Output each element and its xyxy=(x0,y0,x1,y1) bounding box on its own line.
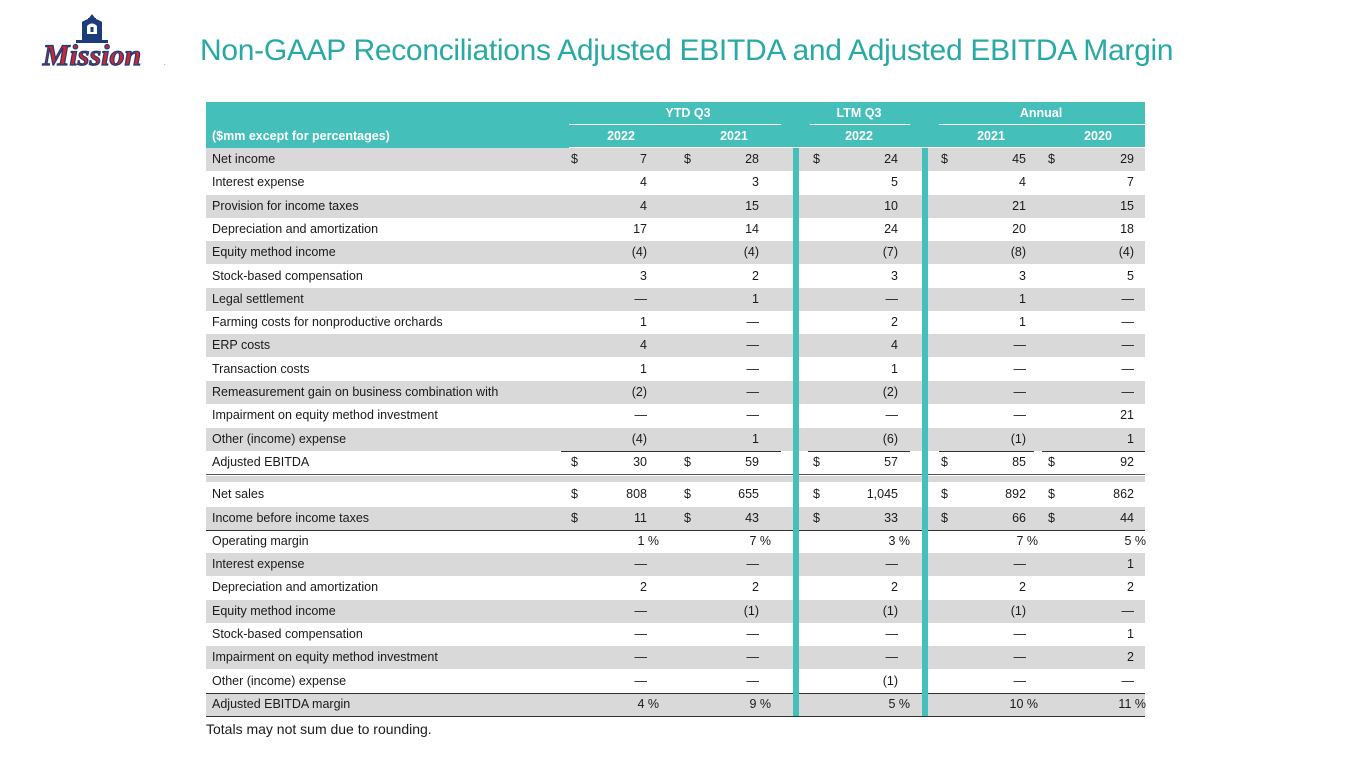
row-value: — xyxy=(746,673,759,688)
row-value: 2 xyxy=(640,580,647,595)
table-row xyxy=(206,381,1145,404)
row-value: — xyxy=(634,627,647,641)
table-row xyxy=(206,288,1145,311)
row-label: Depreciation and amortization xyxy=(212,221,379,236)
row-label: Income before income taxes xyxy=(212,510,370,525)
row-value: — xyxy=(634,673,647,688)
table-row xyxy=(206,670,1145,693)
row-value: 3 % xyxy=(888,533,910,548)
row-value: 1 xyxy=(752,431,759,446)
row-value: 24 xyxy=(884,152,898,166)
row-value: (8) xyxy=(1010,245,1026,260)
row-value: 1 xyxy=(891,361,898,376)
row-value: 892 xyxy=(1005,487,1026,502)
dollar-sign: $ xyxy=(1048,152,1055,166)
row-label: Transaction costs xyxy=(212,361,310,376)
row-label: Equity method income xyxy=(212,245,336,260)
unit-label: ($mm except for percentages) xyxy=(212,129,390,143)
table-row xyxy=(206,404,1145,427)
row-value: 4 % xyxy=(637,696,659,711)
table-row xyxy=(206,600,1145,623)
row-value: (1) xyxy=(882,603,898,618)
row-value: — xyxy=(746,557,759,572)
row-value: 1,045 xyxy=(866,487,898,502)
table-row xyxy=(206,218,1145,241)
row-value: — xyxy=(1121,673,1134,688)
dollar-sign: $ xyxy=(813,487,820,502)
row-value: — xyxy=(1121,291,1134,306)
dollar-sign: $ xyxy=(941,510,948,525)
row-label: Impairment on equity method investment xyxy=(212,408,438,423)
table-row xyxy=(206,148,1145,171)
row-value: 1 xyxy=(1127,431,1134,446)
row-value: — xyxy=(634,557,647,572)
row-value: 3 xyxy=(640,268,647,283)
svg-text:Mission: Mission xyxy=(42,39,142,72)
table-row xyxy=(206,507,1145,530)
table-row xyxy=(206,623,1145,646)
row-value: — xyxy=(634,291,647,306)
mission-logo xyxy=(16,12,168,72)
row-value: 1 xyxy=(1127,557,1134,572)
row-value: — xyxy=(1121,603,1134,618)
row-value: 11 % xyxy=(1118,696,1146,711)
dollar-sign: $ xyxy=(941,152,948,166)
row-label: Other (income) expense xyxy=(212,431,347,446)
row-label: ERP costs xyxy=(212,338,271,353)
row-value: (2) xyxy=(631,385,647,399)
table-row xyxy=(206,311,1145,334)
dollar-sign: $ xyxy=(571,510,578,525)
row-value: 14 xyxy=(745,221,759,236)
header-underline-annual xyxy=(939,124,1145,125)
row-value: 5 xyxy=(891,175,898,190)
row-value: 21 xyxy=(1120,408,1134,423)
row-value: 4 xyxy=(640,338,647,353)
row-value: 17 xyxy=(633,221,647,236)
row-value: 1 xyxy=(1127,627,1134,641)
row-value: 57 xyxy=(884,454,898,469)
row-value: 2 xyxy=(752,268,759,283)
table-row xyxy=(206,576,1145,599)
row-value: 11 xyxy=(634,510,647,525)
row-value: 4 xyxy=(1019,175,1026,190)
header-underline-ltm xyxy=(810,124,910,125)
row-value: — xyxy=(885,557,898,572)
row-value: — xyxy=(634,603,647,618)
bottom-rule xyxy=(206,716,1145,717)
row-value: 5 xyxy=(1127,268,1134,283)
row-value: 1 % xyxy=(637,533,659,548)
dollar-sign: $ xyxy=(1048,454,1055,469)
row-value: 7 xyxy=(1127,175,1134,190)
total-rule xyxy=(561,451,676,452)
table-row xyxy=(206,195,1145,218)
row-value: (1) xyxy=(743,603,759,618)
row-value: — xyxy=(1013,385,1026,399)
row-value: 2 xyxy=(891,580,898,595)
row-label: Impairment on equity method investment xyxy=(212,650,438,665)
row-label: Other (income) expense xyxy=(212,673,347,688)
table-row xyxy=(206,265,1145,288)
row-value: 33 xyxy=(884,510,898,525)
row-value: — xyxy=(634,650,647,665)
row-value: — xyxy=(1013,338,1026,353)
dollar-sign: $ xyxy=(813,152,820,166)
row-value: 66 xyxy=(1012,510,1026,525)
year-annual-2020: 2020 xyxy=(1084,129,1112,143)
year-annual-2021: 2021 xyxy=(977,129,1005,143)
dollar-sign: $ xyxy=(813,510,820,525)
row-value: — xyxy=(746,385,759,399)
row-value: 1 xyxy=(1019,315,1026,330)
row-value: 43 xyxy=(745,510,759,525)
row-value: 29 xyxy=(1120,152,1134,166)
table-row xyxy=(206,530,1145,553)
total-rule xyxy=(808,451,910,452)
row-value: 10 xyxy=(884,198,898,213)
row-value: — xyxy=(746,627,759,641)
row-value: 1 xyxy=(752,291,759,306)
year-ytd-2022: 2022 xyxy=(607,129,635,143)
row-label: Equity method income xyxy=(212,603,336,618)
row-value: 92 xyxy=(1120,454,1134,469)
row-value: 2 xyxy=(1127,580,1134,595)
row-value: — xyxy=(885,291,898,306)
row-value: 5 % xyxy=(1124,533,1146,548)
row-value: — xyxy=(746,361,759,376)
row-value: 59 xyxy=(745,454,759,469)
row-value: — xyxy=(1013,408,1026,423)
row-value: 3 xyxy=(891,268,898,283)
row-value: 45 xyxy=(1012,152,1026,166)
dollar-sign: $ xyxy=(684,487,691,502)
year-ytd-2021: 2021 xyxy=(720,129,748,143)
row-value: — xyxy=(746,650,759,665)
row-value: — xyxy=(1013,361,1026,376)
row-value: (7) xyxy=(882,245,898,260)
row-value: 3 xyxy=(752,175,759,190)
dollar-sign: $ xyxy=(1048,510,1055,525)
row-value: — xyxy=(1121,338,1134,353)
row-label: Interest expense xyxy=(212,175,305,190)
row-label: Net income xyxy=(212,152,276,166)
row-value: 30 xyxy=(633,454,647,469)
row-label: Legal settlement xyxy=(212,291,304,306)
row-label: Adjusted EBITDA margin xyxy=(212,696,351,711)
row-value: 21 xyxy=(1012,198,1026,213)
dollar-sign: $ xyxy=(571,487,578,502)
header-underline-ytd xyxy=(569,124,781,125)
table-row xyxy=(206,171,1145,194)
row-label: Depreciation and amortization xyxy=(212,580,379,595)
row-value: 18 xyxy=(1120,221,1134,236)
row-value: 4 xyxy=(640,198,647,213)
dollar-sign: $ xyxy=(684,454,691,469)
row-value: 2 xyxy=(1019,580,1026,595)
row-value: 2 xyxy=(752,580,759,595)
row-value: — xyxy=(1013,627,1026,641)
row-value: — xyxy=(1013,673,1026,688)
row-value: (1) xyxy=(882,673,898,688)
row-value: — xyxy=(885,408,898,423)
row-value: (4) xyxy=(743,245,759,260)
table-header xyxy=(206,102,1145,148)
row-label: Stock-based compensation xyxy=(212,268,363,283)
table-row xyxy=(206,451,1145,474)
group-annual: Annual xyxy=(1019,106,1063,120)
dollar-sign: $ xyxy=(1048,487,1055,502)
row-value: — xyxy=(746,338,759,353)
row-value: (1) xyxy=(1010,603,1026,618)
row-value: — xyxy=(1013,650,1026,665)
row-value: — xyxy=(746,315,759,330)
row-value: — xyxy=(1121,385,1134,399)
group-ltm-q3: LTM Q3 xyxy=(836,106,882,120)
dollar-sign: $ xyxy=(684,510,691,525)
row-value: 15 xyxy=(1120,198,1134,213)
table-row xyxy=(206,428,1145,451)
total-rule xyxy=(206,693,1145,694)
row-value: 2 xyxy=(891,315,898,330)
row-value: 1 xyxy=(640,361,647,376)
footnote: Totals may not sum due to rounding. xyxy=(206,721,432,737)
row-value: — xyxy=(634,408,647,423)
svg-text:.: . xyxy=(164,61,166,67)
row-value: 44 xyxy=(1120,510,1134,525)
column-separator xyxy=(922,148,928,716)
row-label: Stock-based compensation xyxy=(212,627,363,641)
row-value: 7 xyxy=(640,152,647,166)
row-value: 1 xyxy=(1019,291,1026,306)
table-row xyxy=(206,646,1145,669)
row-value: 28 xyxy=(745,152,759,166)
row-value: 4 xyxy=(640,175,647,190)
section-divider xyxy=(206,474,1145,475)
total-rule xyxy=(676,451,781,452)
row-value: 2 xyxy=(1127,650,1134,665)
row-value: (1) xyxy=(1010,431,1026,446)
page-title: Non-GAAP Reconciliations Adjusted EBITDA and Adjusted EBITDA Margin xyxy=(200,34,1174,67)
dollar-sign: $ xyxy=(941,454,948,469)
row-value: 15 xyxy=(745,198,759,213)
row-value: (4) xyxy=(631,431,647,446)
row-label: Adjusted EBITDA xyxy=(212,454,310,469)
row-value: (4) xyxy=(631,245,647,260)
dollar-sign: $ xyxy=(571,454,578,469)
row-value: 10 % xyxy=(1009,696,1038,711)
table-row xyxy=(206,693,1145,716)
row-value: — xyxy=(885,650,898,665)
row-value: 5 % xyxy=(888,696,910,711)
row-label: Provision for income taxes xyxy=(212,198,359,213)
column-separator xyxy=(793,148,799,716)
row-value: 7 % xyxy=(749,533,771,548)
row-value: 4 xyxy=(891,338,898,353)
table-row xyxy=(206,358,1145,381)
row-label: Remeasurement gain on business combination with xyxy=(212,385,499,399)
row-value: 85 xyxy=(1012,454,1026,469)
dollar-sign: $ xyxy=(941,487,948,502)
year-ltm-2022: 2022 xyxy=(845,129,873,143)
row-value: 862 xyxy=(1113,487,1134,502)
row-label: Interest expense xyxy=(212,557,305,572)
row-label: Net sales xyxy=(212,487,265,502)
row-value: 24 xyxy=(884,221,898,236)
dollar-sign: $ xyxy=(571,152,578,166)
row-label: Operating margin xyxy=(212,533,309,548)
row-value: (4) xyxy=(1118,245,1134,260)
dollar-sign: $ xyxy=(813,454,820,469)
table-row xyxy=(206,334,1145,357)
row-value: 20 xyxy=(1012,221,1026,236)
dollar-sign: $ xyxy=(684,152,691,166)
section-gap xyxy=(206,476,1145,482)
total-rule xyxy=(939,451,1034,452)
table-row xyxy=(206,241,1145,264)
row-value: 655 xyxy=(738,487,759,502)
row-value: 7 % xyxy=(1016,533,1038,548)
row-label: Farming costs for nonproductive orchards xyxy=(212,315,443,330)
row-value: — xyxy=(1013,557,1026,572)
row-value: (2) xyxy=(882,385,898,399)
row-value: (6) xyxy=(882,431,898,446)
row-value: 9 % xyxy=(749,696,771,711)
table-row xyxy=(206,483,1145,506)
table-row xyxy=(206,553,1145,576)
row-value: — xyxy=(1121,315,1134,330)
group-ytd-q3: YTD Q3 xyxy=(665,106,711,120)
row-value: — xyxy=(885,627,898,641)
total-rule xyxy=(1042,451,1145,452)
row-value: — xyxy=(1121,361,1134,376)
row-value: 1 xyxy=(640,315,647,330)
row-value: 3 xyxy=(1019,268,1026,283)
row-value: — xyxy=(746,408,759,423)
row-value: 808 xyxy=(626,487,647,502)
